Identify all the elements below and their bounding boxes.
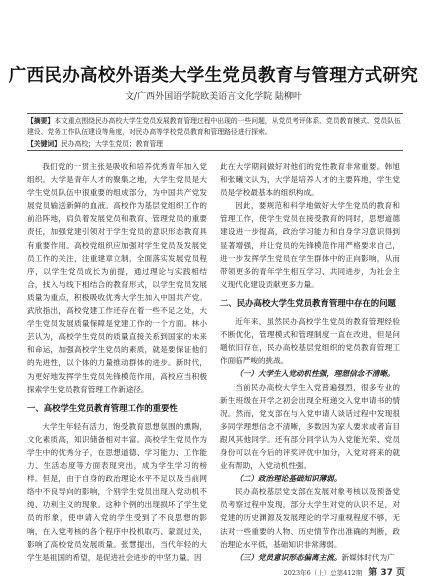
subheading-2: （二）政治理论基础知识薄弱。 [235,474,342,484]
issue-info: 2023年6（上）总第412期 [283,569,363,577]
subheading-3: （三）党员意识形态偏离主流。 [235,552,342,562]
subsection-3-text: 新媒体时代为广 [341,552,395,562]
section-1-paragraph: 大学生年轻有活力，饱受教育思想氛围的熏陶，文化素质高，知识储备相对丰富。高校学生党员作为学生中的优秀分子，在思想道德、学习能力、工作能力、生活态度等方面表现突出，成为学生学习的榜样。但是，由于自身的政治理论水平不足以及当前网络中不良导向的影响，个别学生党员出现入党动机不纯、功利主义的现象。这种个例的出现损坏了学生党员的形象，使申请入党的学生受到了不良思想的影响，在入党考核的各个程序中投机取巧、蒙混过关，影响了高校党员发展质量。张慧提出，当代年轻的大学生是祖国的希望，是促进社会进步的中坚力量。因 [27,421,207,562]
keywords-text: 民办高校；大学生党员；教育管理 [60,140,163,148]
keywords-bottom-rule [27,150,403,151]
subsection-1-paragraph: 当前民办高校大学生入党普遍强烈，很多专业的新生班级在开学之初会出现全班递交入党申请书的情况。然而，党支部在与入党申请人谈话过程中发现很多同学理想信念不清晰，多数因为家人要求或者盲目跟风其他同学。还有部分同学认为入党能光荣、党员身份可以在今后的评奖评优中加分，入党对将来的就业有帮助，入党动机性强。 [220,382,400,471]
abstract-label: 【摘要】 [27,117,55,125]
problems-intro-paragraph: 近年来，虽然民办高校学生党员的教育管理经验不断优化，管理模式和管理制度一直在改进，但是问题依旧存在，民办高校基层党组织的党员教育管理工作面临严峻的挑战。 [220,317,400,366]
subheading-1: （一）大学生入党动机性强，理想信念不清晰。 [235,369,395,379]
abstract-text: 本文重点围绕民办高校大学生党员发展教育管理过程中出现的一些问题，从党员考评体系、党员教育模式、党员队伍建设、党务工作队伍建设等角度，对民办高等学校党员教育和管理路径进行探索。 [27,117,401,136]
section-heading-2: 二、民办高校大学生党员教育管理中存在的问题 [220,297,396,308]
article-title: 广西民办高校外语类大学生党员教育与管理方式研究 [8,66,419,86]
subsection-2-paragraph: 民办高校基层党支部在发展对象考核以及预备党员考察过程中发现，部分大学生对党的认识不足，对党建的历史渊源及发展理论的学习重视程度不够，无法对一些重要的人物、历史情节作出准确的判断，政治理论水平低，基础知识非常薄弱。 [220,487,400,549]
abstract-top-rule [27,113,403,114]
intro-paragraph: 我们党的一贯主张是吸收和培养优秀青年加入党组织。大学是青年人才的聚集之地，大学生党员是大学生党员队伍中很重要的组成部分，为中国共产党发展党员输送新鲜的血液。高校作为基层党组织工作的前沿阵地，肩负着发展党员和教育、管理党员的重要责任，加强党建引领对于学生党员的意识形态教育具有重要作用。高校党组织应加强对学生党员及发展党员工作的关注，注重建章立制，全面落实发展党员程序，以学生党员成长为前提，通过理论与实践相结合，找入与线下相结合的教育形式，以学生党员发展质量为重点，积极吸收优秀大学生加入中国共产党。武欣指出，高校党建工作还存在着一些不足之处，大学生党员发展质量保障是党建工作的一个方面。林小芸认为，高校学生党员的质量直接关系到国家的未来和命运，加强高校学生党员的素质，就是要保证他们的先进性，以个体的力量推动群体的进步。新时代，为更好地发挥学生党员先锋模范作用，高校应当积极探索学生党员教育管理工作新途径。 [27,162,207,394]
subsection-3-paragraph [220,551,400,564]
abstract-block [27,116,403,137]
section-heading-1: 一、高校学生党员教育管理工作的重要性 [27,402,178,413]
page-number: 第 37 页 [368,568,405,578]
importance-paragraph: 因此，要规范和科学地做好大学生党员的教育和管理工作，使学生党员在接受教育的同时，思想道德建设进一步提高，政治学习能力和自身学习意识得到显著增强，并让党员的先锋模范作用严格要求自己，进一步发挥学生党员在学生群体中的正向影响，从而带领更多的青年学生相互学习、共同进步，为社会主义现代化建设贡献更多力量。 [220,201,400,289]
continued-paragraph: 此在大学期间做好对他们的党性教育非常重要。韩旭和张曦文认为，大学是培养人才的主要阵地，学生党员是学校最基本的组织构成。 [220,162,400,198]
page-footer [0,565,405,578]
author-byline: 文/广西外国语学院欧美语言文化学院 陆柳叶 [125,92,302,102]
left-column [27,160,207,562]
keywords-block [27,139,403,150]
right-column [220,160,400,562]
keywords-label: 【关键词】 [27,140,61,148]
